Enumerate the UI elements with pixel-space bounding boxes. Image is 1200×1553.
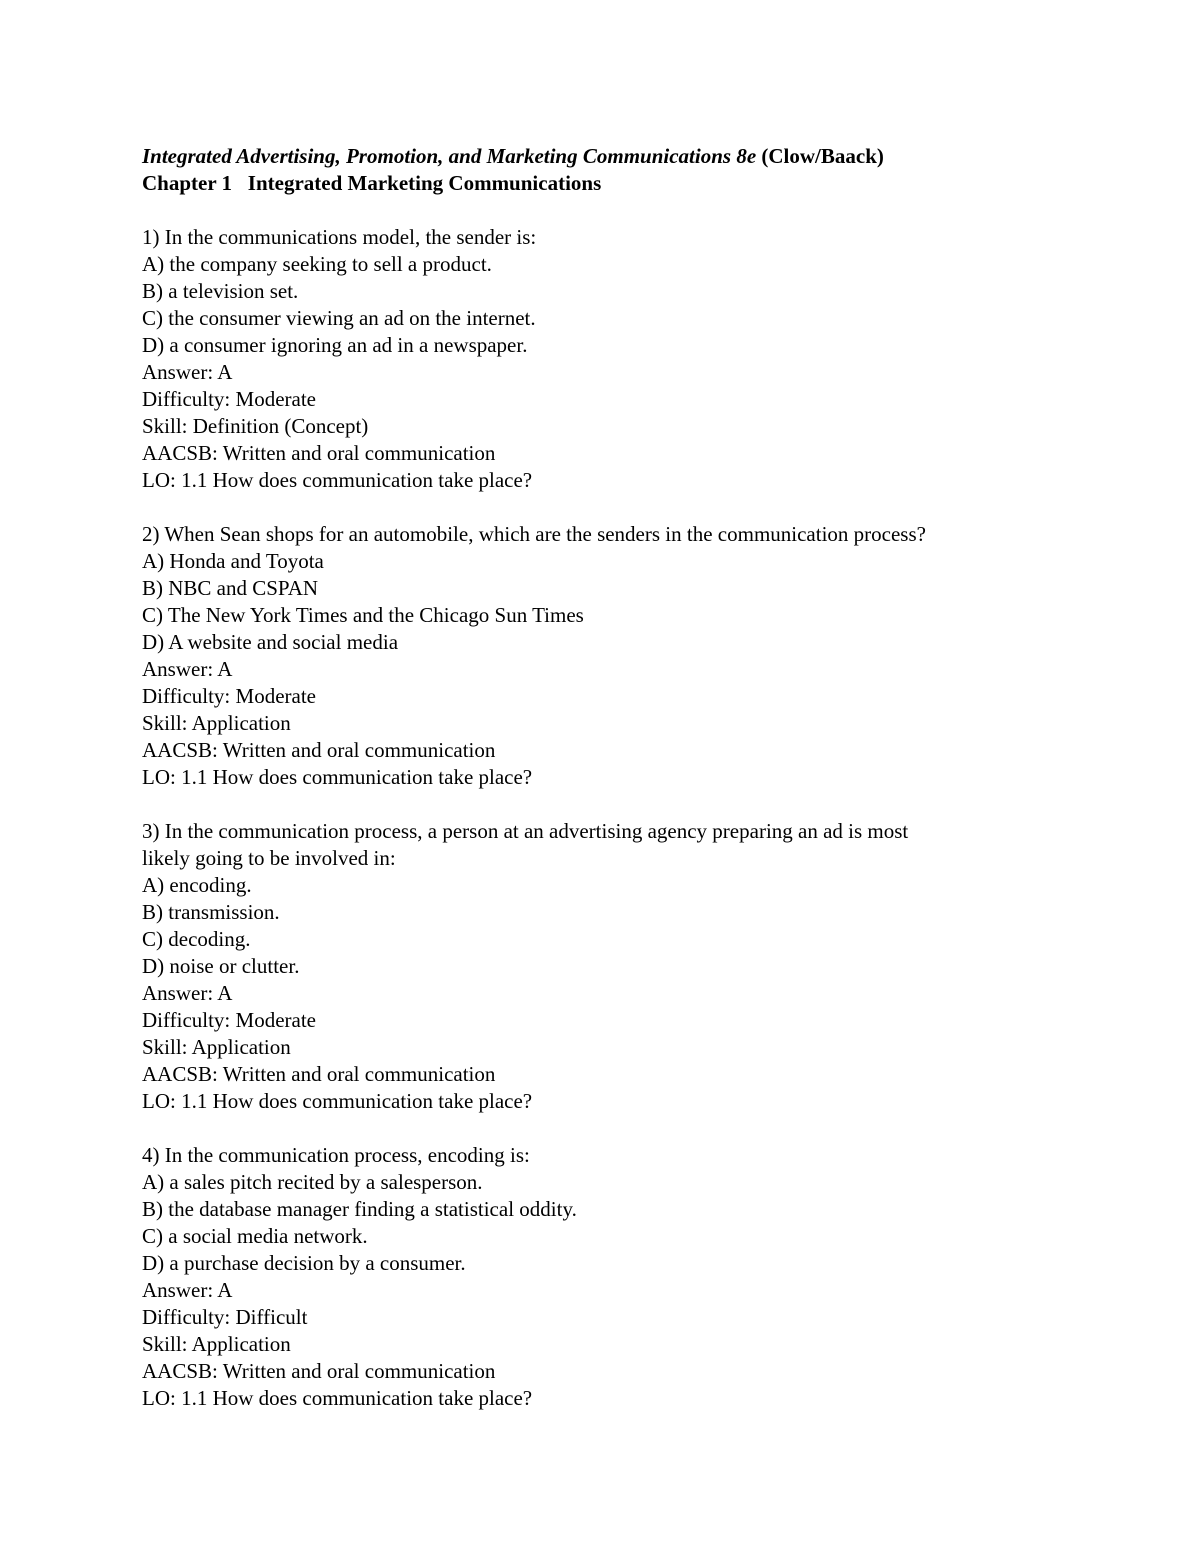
- book-title: Integrated Advertising, Promotion, and Marketing Communications 8e: [142, 144, 757, 168]
- option-c: C) The New York Times and the Chicago Sun Times: [142, 603, 584, 627]
- skill: Skill: Application: [142, 1332, 291, 1356]
- chapter-heading: [142, 170, 1092, 197]
- option-d: D) a purchase decision by a consumer.: [142, 1251, 466, 1275]
- spacer: [142, 197, 1092, 224]
- skill: Skill: Application: [142, 711, 291, 735]
- option-c: C) the consumer viewing an ad on the internet.: [142, 306, 536, 330]
- aacsb: AACSB: Written and oral communication: [142, 738, 496, 762]
- learning-objective: LO: 1.1 How does communication take place?: [142, 468, 533, 492]
- learning-objective: LO: 1.1 How does communication take place?: [142, 1089, 533, 1113]
- option-c: C) a social media network.: [142, 1224, 368, 1248]
- option-b: B) transmission.: [142, 900, 280, 924]
- option-b: B) a television set.: [142, 279, 299, 303]
- difficulty: Difficulty: Moderate: [142, 1008, 316, 1032]
- document-page: [142, 143, 1092, 1412]
- chapter-label: Chapter 1: [142, 171, 233, 195]
- difficulty: Difficulty: Moderate: [142, 684, 316, 708]
- skill: Skill: Definition (Concept): [142, 414, 369, 438]
- question-2: [142, 521, 1092, 791]
- aacsb: AACSB: Written and oral communication: [142, 1062, 496, 1086]
- learning-objective: LO: 1.1 How does communication take place?: [142, 765, 533, 789]
- question-stem: 1) In the communications model, the sender is:: [142, 225, 537, 249]
- difficulty: Difficulty: Difficult: [142, 1305, 308, 1329]
- option-d: D) a consumer ignoring an ad in a newspaper.: [142, 333, 528, 357]
- option-c: C) decoding.: [142, 927, 251, 951]
- answer: Answer: A: [142, 981, 233, 1005]
- question-stem-line-2: likely going to be involved in:: [142, 846, 396, 870]
- aacsb: AACSB: Written and oral communication: [142, 441, 496, 465]
- question-1: [142, 224, 1092, 494]
- option-a: A) a sales pitch recited by a salesperson.: [142, 1170, 483, 1194]
- answer: Answer: A: [142, 1278, 233, 1302]
- aacsb: AACSB: Written and oral communication: [142, 1359, 496, 1383]
- book-authors: (Clow/Baack): [761, 144, 884, 168]
- option-a: A) Honda and Toyota: [142, 549, 324, 573]
- answer: Answer: A: [142, 657, 233, 681]
- difficulty: Difficulty: Moderate: [142, 387, 316, 411]
- book-title-line: [142, 143, 1092, 170]
- question-stem: 2) When Sean shops for an automobile, which are the senders in the communication process?: [142, 522, 926, 546]
- option-d: D) noise or clutter.: [142, 954, 300, 978]
- question-stem-line-1: 3) In the communication process, a person at an advertising agency preparing an ad is most: [142, 819, 909, 843]
- question-3: [142, 818, 1092, 1115]
- skill: Skill: Application: [142, 1035, 291, 1059]
- spacer: [142, 494, 1092, 521]
- chapter-title: Integrated Marketing Communications: [247, 171, 602, 195]
- question-4: [142, 1142, 1092, 1412]
- spacer: [142, 1115, 1092, 1142]
- option-a: A) the company seeking to sell a product.: [142, 252, 492, 276]
- learning-objective: LO: 1.1 How does communication take place?: [142, 1386, 533, 1410]
- option-b: B) NBC and CSPAN: [142, 576, 319, 600]
- option-d: D) A website and social media: [142, 630, 399, 654]
- option-b: B) the database manager finding a statistical oddity.: [142, 1197, 577, 1221]
- option-a: A) encoding.: [142, 873, 252, 897]
- answer: Answer: A: [142, 360, 233, 384]
- spacer: [142, 791, 1092, 818]
- question-stem: 4) In the communication process, encoding is:: [142, 1143, 530, 1167]
